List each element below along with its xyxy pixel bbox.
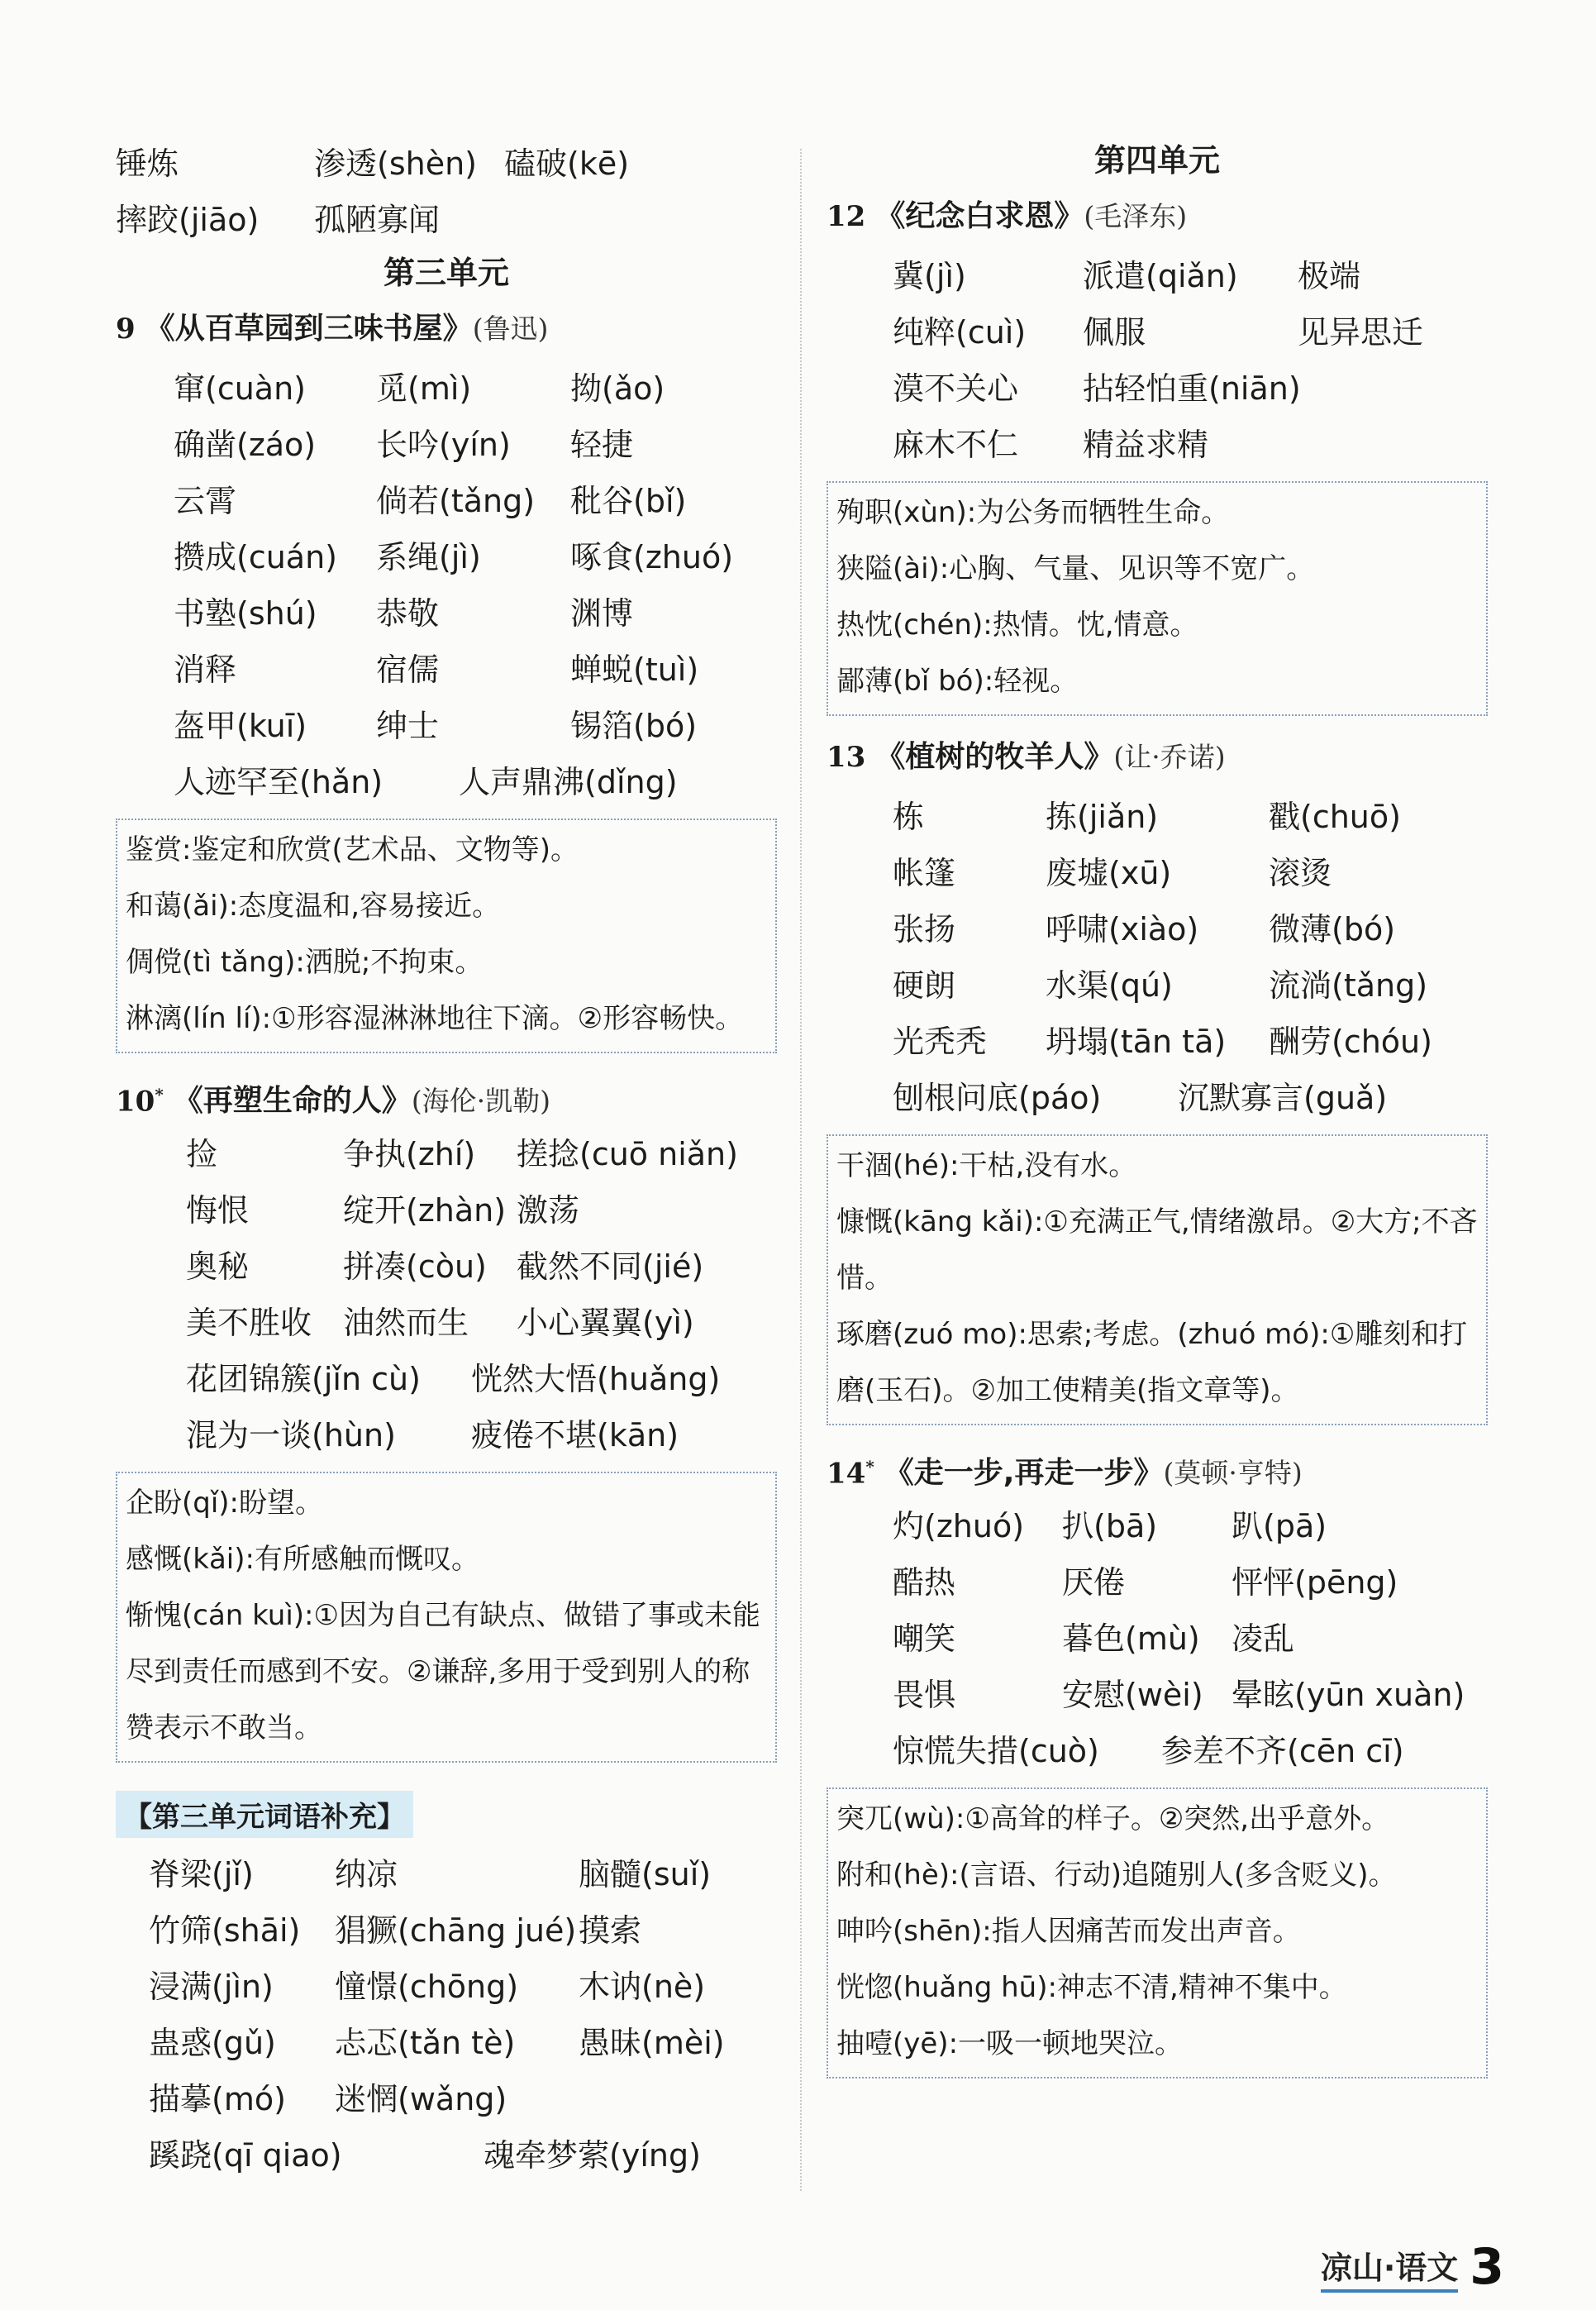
word-row: [186, 1291, 777, 1348]
word: 戳(chuō): [1269, 798, 1401, 835]
word: 窜(cuàn): [174, 370, 306, 407]
lesson-title: 《从百草园到三味书屋》: [145, 312, 473, 346]
word-grid: [116, 1843, 777, 2180]
definition: 附和(hè):(言语、行动)追随别人(多含贬义)。: [836, 1859, 1397, 1892]
word: 系绳(jì): [376, 538, 481, 575]
word: 人迹罕至(hǎn): [174, 763, 384, 800]
word: 极端: [1298, 257, 1361, 294]
lesson-title: 《植树的牧羊人》: [875, 740, 1114, 774]
lesson-author: (海伦·凯勒): [411, 1085, 551, 1118]
word-grid: [116, 1123, 777, 1460]
word-row: [893, 1551, 1488, 1607]
lesson-title-row: [827, 189, 1488, 245]
word-row: [186, 1404, 777, 1460]
word: 晕眩(yūn xuàn): [1232, 1676, 1465, 1713]
word-row: [116, 189, 777, 245]
definition: 狭隘(ài):心胸、气量、见识等不宽广。: [836, 552, 1315, 585]
word-row: [893, 413, 1488, 470]
word-row: [174, 638, 777, 694]
word: 消释: [174, 651, 237, 688]
word: 麻木不仁: [893, 426, 1019, 463]
word-row: [893, 301, 1488, 357]
lesson-12: [827, 189, 1488, 716]
word-row: [149, 1955, 777, 2012]
word: 觅(mì): [376, 370, 472, 407]
page-number: 3: [1470, 2238, 1504, 2296]
word: 滚烫: [1269, 854, 1332, 891]
word: 沉默寡言(guǎ): [1178, 1079, 1388, 1116]
word: 微薄(bó): [1269, 910, 1396, 947]
lesson-title: 《再塑生命的人》: [173, 1084, 412, 1119]
word-row: [174, 470, 777, 526]
word: 坍塌(tān tā): [1046, 1023, 1227, 1060]
word: 拗(ǎo): [570, 370, 665, 407]
word: 安慰(wèi): [1062, 1676, 1203, 1713]
word: 描摹(mó): [149, 2080, 286, 2117]
word: 确凿(záo): [174, 426, 317, 463]
word: 孤陋寡闻: [314, 201, 441, 238]
word: 蛊惑(gǔ): [149, 2024, 276, 2061]
word: 纯粹(cuì): [893, 313, 1027, 351]
unit3-supplement: [116, 1776, 777, 2180]
word: 书塾(shú): [174, 594, 317, 632]
word: 漠不关心: [893, 370, 1019, 407]
word: 绽开(zhàn): [343, 1191, 507, 1229]
lesson-author: (毛泽东): [1084, 200, 1188, 232]
lesson-13: [827, 729, 1488, 1425]
definition: 企盼(qǐ):盼望。: [126, 1487, 324, 1520]
lesson-number: 9: [116, 313, 136, 346]
definition: 慷慨(kāng kǎi):①充满正气,情绪激昂。②大方;不吝惜。: [836, 1205, 1478, 1295]
definition: 热忱(chén):热情。忱,情意。: [836, 609, 1198, 642]
word: 宿儒: [376, 651, 440, 688]
lesson-author: (让·乔诺): [1113, 741, 1226, 773]
word: 派遣(qiǎn): [1083, 257, 1238, 294]
word: 木讷(nè): [579, 1968, 706, 2005]
word: 磕破(kē): [504, 145, 630, 182]
word-row: [174, 694, 777, 751]
word: 拣(jiǎn): [1046, 798, 1159, 835]
word-row: [174, 526, 777, 582]
word: 暮色(mù): [1062, 1620, 1200, 1657]
word: 轻捷: [570, 426, 634, 463]
lesson-9: [116, 301, 777, 1053]
definition-box: [827, 481, 1488, 716]
footer-label: 凉山·语文: [1321, 2242, 1458, 2293]
lesson-author: (莫顿·亨特): [1163, 1457, 1303, 1490]
definition: 惭愧(cán kuì):①因为自己有缺点、做错了事或未能尽到责任而感到不安。②谦辞,多用于受到别人的称赞表示不敢当。: [126, 1599, 760, 1744]
unit-heading: 第三单元: [383, 254, 509, 291]
optional-mark: *: [155, 1085, 164, 1105]
definition: 倜傥(tì tǎng):洒脱;不拘束。: [126, 946, 484, 979]
word-row: [893, 898, 1488, 954]
word: 长吟(yín): [376, 426, 511, 463]
word-row: [116, 132, 777, 189]
word-row: [149, 2124, 777, 2180]
right-column: [827, 132, 1488, 2092]
word: 蝉蜕(tuì): [570, 651, 699, 688]
word: 栋: [893, 798, 925, 835]
definition-box: [116, 1472, 777, 1763]
word: 云霄: [174, 482, 237, 519]
word: 光秃秃: [893, 1023, 988, 1060]
definition: 鄙薄(bǐ bó):轻视。: [836, 665, 1079, 698]
word: 摸索: [579, 1911, 642, 1949]
lesson-number: 13: [827, 741, 866, 774]
word: 畏惧: [893, 1676, 956, 1713]
optional-mark: *: [865, 1457, 874, 1477]
word-row: [186, 1235, 777, 1291]
word: 废墟(xū): [1046, 854, 1172, 891]
definition: 鉴赏:鉴定和欣赏(艺术品、文物等)。: [126, 833, 579, 866]
word: 锡箔(bó): [570, 707, 698, 744]
word: 佩服: [1083, 313, 1146, 351]
word: 愚昧(mèi): [579, 2024, 725, 2061]
word-row: [186, 1348, 777, 1404]
word: 啄食(zhuó): [570, 538, 734, 575]
word: 捡: [186, 1135, 218, 1172]
word: 酬劳(chóu): [1269, 1023, 1432, 1060]
word: 忐忑(tǎn tè): [335, 2024, 516, 2061]
definition: 呻吟(shēn):指人因痛苦而发出声音。: [836, 1915, 1301, 1948]
word-row: [893, 357, 1488, 413]
word: 帐篷: [893, 854, 956, 891]
word: 流淌(tǎng): [1269, 966, 1428, 1004]
word-row: [149, 2012, 777, 2068]
word: 秕谷(bǐ): [570, 482, 687, 519]
word: 拈轻怕重(niān): [1083, 370, 1301, 407]
lesson-title: 《走一步,再走一步》: [884, 1456, 1164, 1491]
definition-box: [116, 819, 777, 1053]
definition-box: [827, 1787, 1488, 2079]
definition: 淋漓(lín lí):①形容湿淋淋地往下滴。②形容畅快。: [126, 1002, 744, 1035]
word: 迷惘(wǎng): [335, 2080, 507, 2117]
word: 酷热: [893, 1563, 956, 1601]
word: 激荡: [517, 1191, 580, 1229]
definition: 琢磨(zuó mo):思索;考虑。(zhuó mó):①雕刻和打磨(玉石)。②加工使精美(指文章等)。: [836, 1318, 1468, 1407]
word: 疲倦不堪(kān): [471, 1416, 679, 1453]
word: 恍然大悟(huǎng): [471, 1360, 721, 1397]
lesson-number: 12: [827, 200, 866, 233]
page-footer: [1256, 2238, 1504, 2296]
word-row: [893, 1663, 1488, 1720]
word-grid: [827, 785, 1488, 1123]
word: 刨根问底(páo): [893, 1079, 1102, 1116]
word-row: [893, 954, 1488, 1010]
word: 厌倦: [1062, 1563, 1126, 1601]
word: 纳凉: [335, 1855, 398, 1892]
word-row: [893, 1495, 1488, 1551]
definition: 恍惚(huǎng hū):神志不清,精神不集中。: [836, 1971, 1347, 2004]
unit-heading: 第四单元: [1093, 141, 1220, 179]
word: 精益求精: [1083, 426, 1209, 463]
word: 魂牵梦萦(yíng): [484, 2136, 701, 2174]
word: 怦怦(pēng): [1232, 1563, 1398, 1601]
word-row: [149, 2068, 777, 2124]
word: 锤炼: [116, 145, 179, 182]
definition-box: [827, 1134, 1488, 1425]
word: 搓捻(cuō niǎn): [517, 1135, 738, 1172]
lesson-title-row: [827, 729, 1488, 785]
word: 盔甲(kuī): [174, 707, 307, 744]
lesson-author: (鲁迅): [472, 313, 549, 345]
word: 冀(jì): [893, 257, 966, 294]
top-rows: [116, 132, 777, 245]
lesson-title: 《纪念白求恩》: [875, 199, 1084, 233]
word: 争执(zhí): [343, 1135, 476, 1172]
word-grid: [827, 1495, 1488, 1776]
word-grid: [116, 357, 777, 807]
word: 水渠(qú): [1046, 966, 1173, 1004]
word: 美不胜收: [186, 1304, 312, 1341]
word: 悔恨: [186, 1191, 250, 1229]
word: 张扬: [893, 910, 956, 947]
word: 趴(pā): [1232, 1507, 1327, 1544]
word-row: [174, 357, 777, 413]
word: 扒(bā): [1062, 1507, 1158, 1544]
word-row: [893, 1067, 1488, 1123]
word: 参差不齐(cēn cī): [1161, 1732, 1404, 1769]
word: 小心翼翼(yì): [517, 1304, 694, 1341]
word-row: [893, 245, 1488, 301]
word: 混为一谈(hùn): [186, 1416, 396, 1453]
definition: 干涸(hé):干枯,没有水。: [836, 1149, 1137, 1182]
word: 硬朗: [893, 966, 956, 1004]
word-row: [149, 1843, 777, 1899]
word-row: [174, 582, 777, 638]
word: 人声鼎沸(dǐng): [459, 763, 678, 800]
definition: 感慨(kǎi):有所感触而慨叹。: [126, 1543, 479, 1576]
lesson-14: [827, 1439, 1488, 2079]
word: 脊梁(jǐ): [149, 1855, 254, 1892]
word-row: [893, 842, 1488, 898]
word: 渗透(shèn): [314, 145, 477, 182]
word: 截然不同(jié): [517, 1248, 704, 1285]
word: 嘲笑: [893, 1620, 956, 1657]
word: 花团锦簇(jǐn cù): [186, 1360, 421, 1397]
lesson-title-row: [116, 301, 777, 357]
lesson-title-row: [116, 1067, 777, 1123]
word-row: [149, 1899, 777, 1955]
supplement-title: 【第三单元词语补充】: [116, 1791, 413, 1838]
word: 见异思迁: [1298, 313, 1424, 351]
definition: 殉职(xùn):为公务而牺牲生命。: [836, 496, 1230, 529]
definition: 抽噎(yē):一吸一顿地哭泣。: [836, 2027, 1184, 2060]
lesson-number: 10*: [116, 1085, 164, 1119]
word: 奥秘: [186, 1248, 250, 1285]
word: 惊慌失措(cuò): [893, 1732, 1099, 1769]
word: 摔跤(jiāo): [116, 201, 260, 238]
word-grid: [827, 245, 1488, 470]
word: 攒成(cuán): [174, 538, 337, 575]
word: 猖獗(chāng jué): [335, 1911, 577, 1949]
lesson-number: 14*: [827, 1457, 874, 1491]
word: 油然而生: [343, 1304, 469, 1341]
word-row: [174, 751, 777, 807]
column-divider: [800, 149, 802, 2191]
definition: 突兀(wù):①高耸的样子。②突然,出乎意外。: [836, 1802, 1390, 1835]
word: 绅士: [376, 707, 440, 744]
word: 呼啸(xiào): [1046, 910, 1199, 947]
word: 倘若(tǎng): [376, 482, 536, 519]
word: 浸满(jìn): [149, 1968, 274, 2005]
word: 凌乱: [1232, 1620, 1295, 1657]
word: 脑髓(suǐ): [579, 1855, 712, 1892]
lesson-10: [116, 1067, 777, 1763]
word: 渊博: [570, 594, 634, 632]
word-row: [893, 785, 1488, 842]
word-row: [893, 1010, 1488, 1067]
word-row: [174, 413, 777, 470]
left-column: [116, 132, 777, 2180]
word-row: [186, 1123, 777, 1179]
word: 恭敬: [376, 594, 440, 632]
word: 竹筛(shāi): [149, 1911, 301, 1949]
word: 憧憬(chōng): [335, 1968, 519, 2005]
word: 蹊跷(qī qiao): [149, 2136, 342, 2174]
word-row: [893, 1720, 1488, 1776]
word: 灼(zhuó): [893, 1507, 1025, 1544]
lesson-title-row: [827, 1439, 1488, 1495]
word: 拼凑(còu): [343, 1248, 487, 1285]
word-row: [186, 1179, 777, 1235]
word-row: [893, 1607, 1488, 1663]
definition: 和蔼(ǎi):态度温和,容易接近。: [126, 890, 501, 923]
